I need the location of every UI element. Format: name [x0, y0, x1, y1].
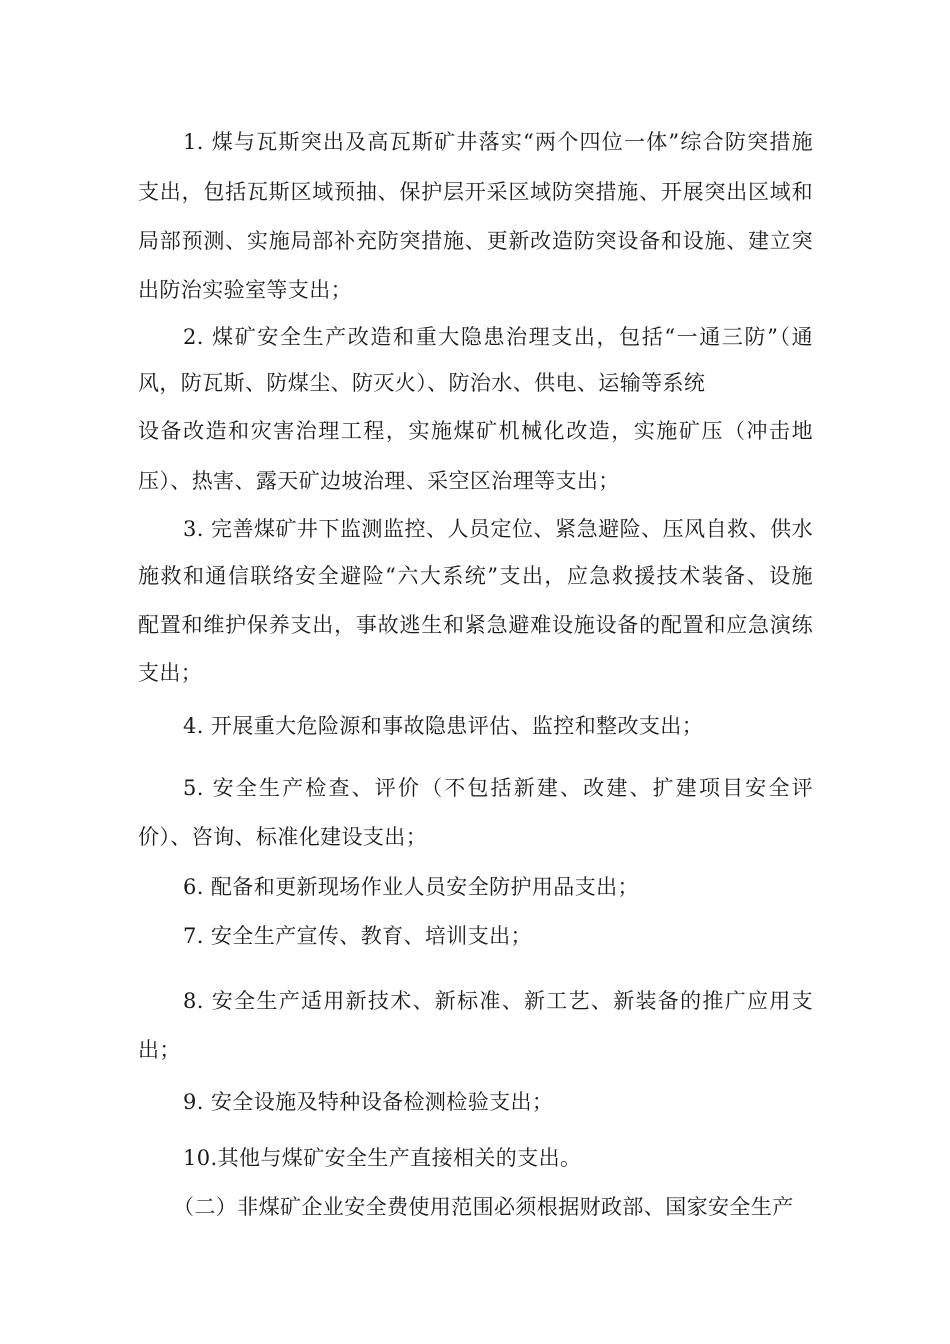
p3-line-1: 3. 完善煤矿井下监测监控、人员定位、紧急避险、压风自救、供水	[183, 517, 813, 541]
p5-line-1: 5. 安全生产检查、评价（不包括新建、改建、扩建项目安全评	[183, 776, 813, 800]
p7-line-1: 7. 安全生产宣传、教育、培训支出；	[183, 924, 532, 948]
p4-line-1: 4. 开展重大危险源和事故隐患评估、监控和整改支出；	[183, 714, 704, 738]
p5-line-2: 价）、咨询、标准化建设支出；	[138, 825, 428, 849]
p3-line-2: 施救和通信联络安全避险“六大系统”支出，应急救援技术装备、设施	[138, 564, 813, 588]
p10-line-1: 10.其他与煤矿安全生产直接相关的支出。	[183, 1146, 582, 1170]
p1-line-1: 1. 煤与瓦斯突出及高瓦斯矿井落实“两个四位一体”综合防突措施	[183, 130, 813, 154]
p2-line-4: 压）、热害、露天矿边坡治理、采空区治理等支出；	[138, 469, 620, 493]
p8-line-2: 出；	[138, 1038, 181, 1062]
p2-line-2: 风，防瓦斯、防煤尘、防灭火）、防治水、供电、运输等系统	[138, 371, 706, 395]
p1-line-4: 出防治实验室等支出；	[138, 278, 352, 302]
p1-line-2: 支出，包括瓦斯区域预抽、保护层开采区域防突措施、开展突出区域和	[138, 180, 813, 204]
p3-line-4: 支出；	[138, 661, 203, 685]
p2-line-3: 设备改造和灾害治理工程，实施煤矿机械化改造，实施矿压（冲击地	[138, 419, 813, 443]
p2-line-1: 2. 煤矿安全生产改造和重大隐患治理支出，包括“一通三防”（通	[183, 325, 813, 349]
section-two-line-1: （二）非煤矿企业安全费使用范围必须根据财政部、国家安全生产	[173, 1195, 794, 1219]
p1-line-3: 局部预测、实施局部补充防突措施、更新改造防突设备和设施、建立突	[138, 229, 813, 253]
p6-line-1: 6. 配备和更新现场作业人员安全防护用品支出；	[183, 875, 639, 899]
p8-line-1: 8. 安全生产适用新技术、新标准、新工艺、新装备的推广应用支	[183, 989, 813, 1013]
p9-line-1: 9. 安全设施及特种设备检测检验支出；	[183, 1090, 554, 1114]
p3-line-3: 配置和维护保养支出，事故逃生和紧急避难设施设备的配置和应急演练	[138, 613, 813, 637]
